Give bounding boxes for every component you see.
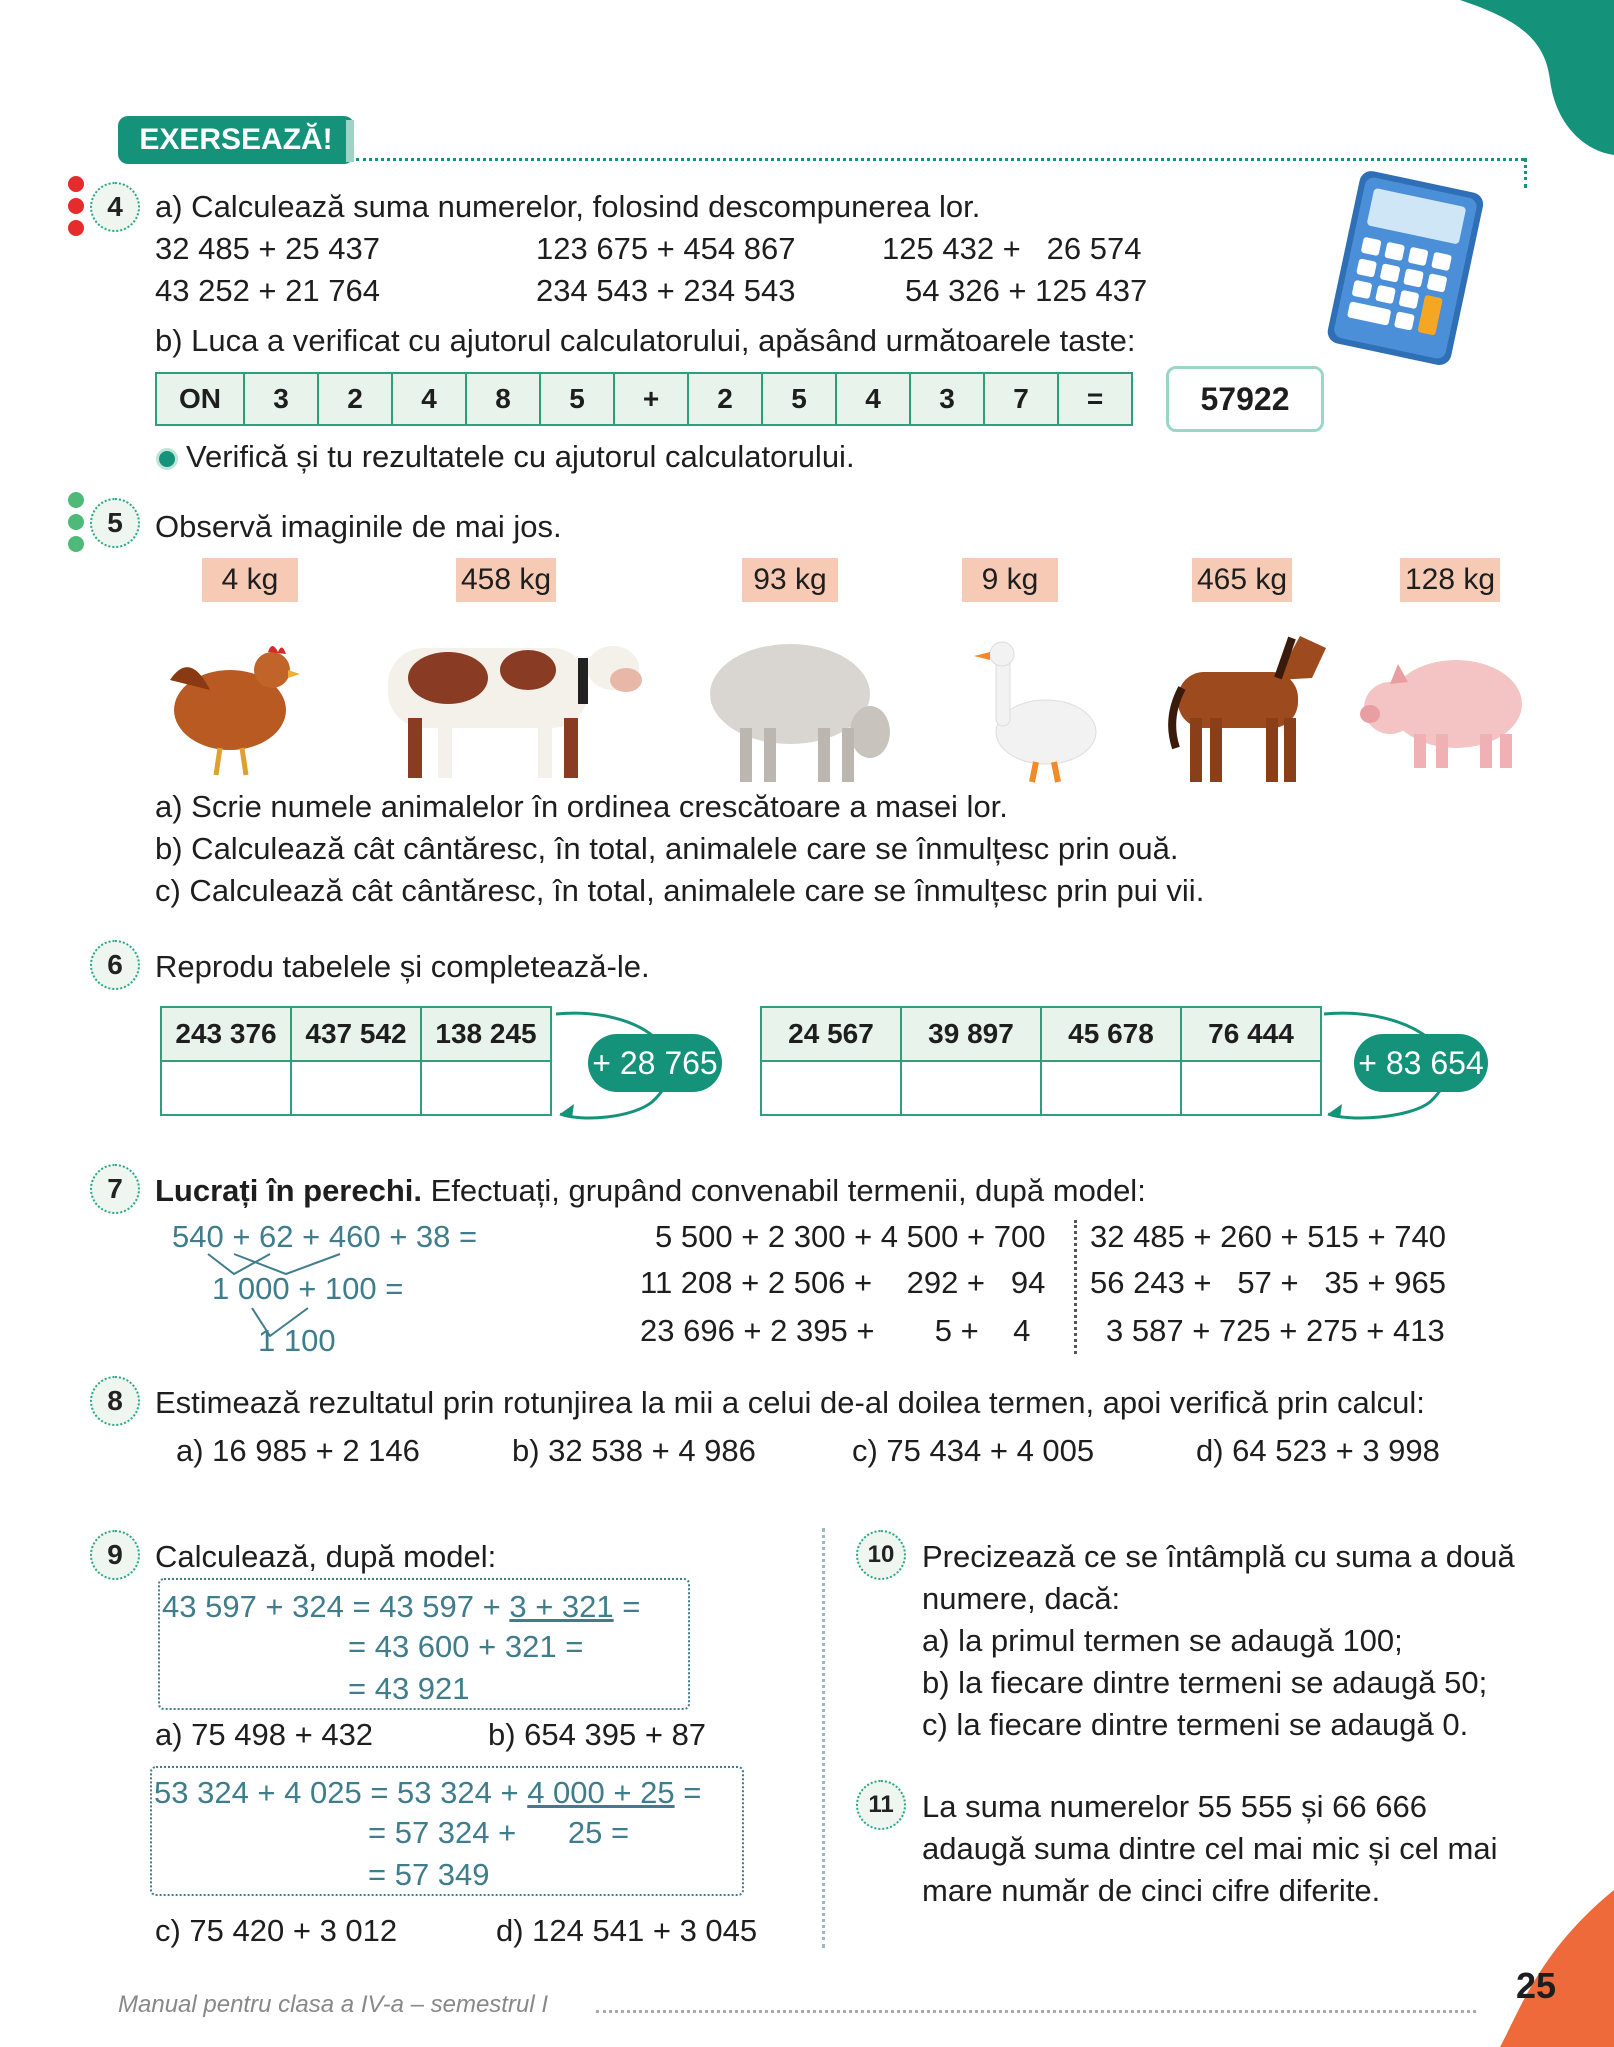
table-cell: 243 376 — [161, 1007, 291, 1061]
ex4-sum: 123 675 + 454 867 — [536, 231, 796, 266]
footer-text: Manual pentru clasa a IV-a – semestrul I — [118, 1991, 548, 2018]
column-divider — [822, 1528, 825, 1948]
table-2 — [760, 1006, 1322, 1116]
key-digit: 4 — [836, 373, 910, 425]
ex11-line1: La suma numerelor 55 555 și 66 666 — [922, 1789, 1427, 1824]
header-dotted-line-end — [1524, 158, 1527, 188]
ex9-item: d) 124 541 + 3 045 — [496, 1913, 758, 1948]
difficulty-dot — [68, 536, 84, 552]
key-digit: 4 — [392, 373, 466, 425]
weight-label: 458 kg — [456, 558, 556, 602]
ex8-item: c) 75 434 + 4 005 — [852, 1433, 1095, 1468]
goose-image — [966, 636, 1106, 786]
key-on: ON — [156, 373, 244, 425]
exercise-number-7: 7 — [90, 1164, 140, 1214]
ex9-item: a) 75 498 + 432 — [155, 1717, 374, 1752]
table-cell: 76 444 — [1181, 1007, 1321, 1061]
ex8-item: a) 16 985 + 2 146 — [176, 1433, 420, 1468]
ex11-line2: adaugă suma dintre cel mai mic și cel mai — [922, 1831, 1498, 1866]
difficulty-dot — [68, 514, 84, 530]
operation-pill-1: + 28 765 — [588, 1034, 722, 1092]
exercise-header-label: EXERSEAZĂ! — [139, 123, 333, 156]
table-1 — [160, 1006, 552, 1116]
footer-dotted-line — [596, 2010, 1476, 2013]
operation-pill-2: + 83 654 — [1354, 1034, 1488, 1092]
ex5-statement-a: a) Scrie numele animalelor în ordinea crescătoare a masei lor. — [155, 789, 1008, 824]
exercise-number-9: 9 — [90, 1530, 140, 1580]
table-empty-cell[interactable] — [161, 1061, 291, 1115]
ex9-model1-line2: = 43 600 + 321 = — [348, 1629, 584, 1664]
key-digit: 8 — [466, 373, 540, 425]
key-digit: 2 — [318, 373, 392, 425]
ex10-item-a: a) la primul termen se adaugă 100; — [922, 1623, 1403, 1658]
ex9-model2-end: = — [674, 1775, 702, 1810]
hen-image — [160, 630, 300, 780]
key-digit: 2 — [688, 373, 762, 425]
key-digit: 5 — [540, 373, 614, 425]
ex7-divider — [1074, 1220, 1077, 1354]
key-digit: 3 — [244, 373, 318, 425]
ex10-line2: numere, dacă: — [922, 1581, 1121, 1616]
exercise-number-4: 4 — [90, 182, 140, 232]
ex7-model-line3: 1 100 — [258, 1323, 336, 1358]
calculator-result — [1166, 366, 1324, 432]
exercise-number-8: 8 — [90, 1376, 140, 1426]
table-cell: 45 678 — [1041, 1007, 1181, 1061]
ex9-title: Calculează, după model: — [155, 1539, 497, 1574]
key-digit: 7 — [984, 373, 1058, 425]
ex7-statement — [155, 1172, 1146, 1210]
ex4-sum: 32 485 + 25 437 — [155, 231, 380, 266]
calculator-result-value: 57922 — [1200, 381, 1290, 417]
key-equals: = — [1058, 373, 1132, 425]
calculator-key-sequence — [155, 372, 1133, 426]
ex7-col1-item: 5 500 + 2 300 + 4 500 + 700 — [655, 1219, 1046, 1254]
ex9-model1-start: 43 597 + 324 = 43 597 + — [162, 1589, 510, 1624]
corner-decoration-top — [1460, 0, 1614, 160]
table-cell: 24 567 — [761, 1007, 901, 1061]
ex7-col1-item: 11 208 + 2 506 + 292 + 94 — [640, 1265, 1046, 1300]
table-empty-cell[interactable] — [291, 1061, 421, 1115]
ex4-sum: 234 543 + 234 543 — [536, 273, 796, 308]
key-digit: 3 — [910, 373, 984, 425]
ex4-sum: 125 432 + 26 574 — [882, 231, 1142, 266]
ex5-statement-c: c) Calculează cât cântăresc, în total, animalele care se înmulțesc prin pui vii. — [155, 873, 1205, 908]
table-empty-cell[interactable] — [1041, 1061, 1181, 1115]
ex10-item-b: b) la fiecare dintre termeni se adaugă 50; — [922, 1665, 1488, 1700]
header-dotted-line — [356, 158, 1524, 161]
weight-label: 93 kg — [742, 558, 838, 602]
header-accent-bar — [346, 120, 354, 162]
pig-image — [1360, 644, 1530, 774]
table-cell: 437 542 — [291, 1007, 421, 1061]
difficulty-dot — [68, 198, 84, 214]
bullet-icon — [156, 448, 178, 470]
ex4-check: Verifică și tu rezultatele cu ajutorul calculatorului. — [186, 439, 855, 474]
ex6-title: Reprodu tabelele și completează-le. — [155, 949, 650, 984]
ex9-item: c) 75 420 + 3 012 — [155, 1913, 398, 1948]
ex7-bold: Lucrați în perechi. — [155, 1173, 423, 1208]
ex7-model-line1: 540 + 62 + 460 + 38 = — [172, 1219, 478, 1254]
ex9-model2-start: 53 324 + 4 025 = 53 324 + — [154, 1775, 528, 1810]
ex7-rest: Efectuați, grupând convenabil termenii, după model: — [430, 1173, 1146, 1208]
table-empty-cell[interactable] — [901, 1061, 1041, 1115]
ex9-model1-end: = — [613, 1589, 641, 1624]
ex7-col1-item: 23 696 + 2 395 + 5 + 4 — [640, 1313, 1031, 1348]
calculator-icon — [1320, 170, 1490, 370]
exercise-header — [118, 116, 354, 164]
ex8-item: d) 64 523 + 3 998 — [1196, 1433, 1440, 1468]
ex8-item: b) 32 538 + 4 986 — [512, 1433, 756, 1468]
ex9-model2-underlined: 4 000 + 25 — [527, 1775, 675, 1810]
difficulty-dot — [68, 176, 84, 192]
table-empty-cell[interactable] — [421, 1061, 551, 1115]
ex7-model-line2: 1 000 + 100 = — [212, 1271, 404, 1306]
exercise-number-5: 5 — [90, 498, 140, 548]
difficulty-dot — [68, 220, 84, 236]
exercise-number-11: 11 — [856, 1780, 906, 1830]
exercise-number-6: 6 — [90, 940, 140, 990]
ex5-statement-b: b) Calculează cât cântăresc, în total, animalele care se înmulțesc prin ouă. — [155, 831, 1179, 866]
table-empty-cell[interactable] — [1181, 1061, 1321, 1115]
exercise-number-10: 10 — [856, 1530, 906, 1580]
weight-label: 9 kg — [962, 558, 1058, 602]
ex10-item-c: c) la fiecare dintre termeni se adaugă 0. — [922, 1707, 1469, 1742]
table-cell: 138 245 — [421, 1007, 551, 1061]
ex4-statement-b: b) Luca a verificat cu ajutorul calculatorului, apăsând următoarele taste: — [155, 323, 1136, 358]
horse-image — [1166, 618, 1336, 788]
sheep-image — [700, 628, 900, 788]
cow-image — [368, 618, 648, 786]
ex7-col2-item: 56 243 + 57 + 35 + 965 — [1090, 1265, 1446, 1300]
weight-label: 128 kg — [1400, 558, 1500, 602]
ex9-model2-line1 — [154, 1774, 701, 1812]
ex8-title: Estimează rezultatul prin rotunjirea la mii a celui de-al doilea termen, apoi verifică prin calcul: — [155, 1385, 1425, 1420]
ex9-model1-underlined: 3 + 321 — [509, 1589, 614, 1624]
page-number: 25 — [1516, 1965, 1557, 2006]
ex10-line1: Precizează ce se întâmplă cu suma a două — [922, 1539, 1515, 1574]
ex4-sum: 43 252 + 21 764 — [155, 273, 380, 308]
weight-label: 465 kg — [1192, 558, 1292, 602]
table-cell: 39 897 — [901, 1007, 1041, 1061]
ex9-model2-line2: = 57 324 + 25 = — [368, 1815, 630, 1850]
ex9-model1-line1 — [162, 1588, 640, 1626]
difficulty-dot — [68, 492, 84, 508]
ex4-statement-a: a) Calculează suma numerelor, folosind descompunerea lor. — [155, 189, 981, 224]
ex4-sum: 54 326 + 125 437 — [905, 273, 1148, 308]
ex11-line3: mare număr de cinci cifre diferite. — [922, 1873, 1381, 1908]
ex5-title: Observă imaginile de mai jos. — [155, 509, 562, 544]
ex9-model1-line3: = 43 921 — [348, 1671, 470, 1706]
ex7-col2-item: 32 485 + 260 + 515 + 740 — [1090, 1219, 1446, 1254]
ex7-col2-item: 3 587 + 725 + 275 + 413 — [1106, 1313, 1445, 1348]
key-digit: 5 — [762, 373, 836, 425]
ex9-item: b) 654 395 + 87 — [488, 1717, 707, 1752]
weight-label: 4 kg — [202, 558, 298, 602]
ex9-model2-line3: = 57 349 — [368, 1857, 490, 1892]
table-empty-cell[interactable] — [761, 1061, 901, 1115]
key-plus: + — [614, 373, 688, 425]
